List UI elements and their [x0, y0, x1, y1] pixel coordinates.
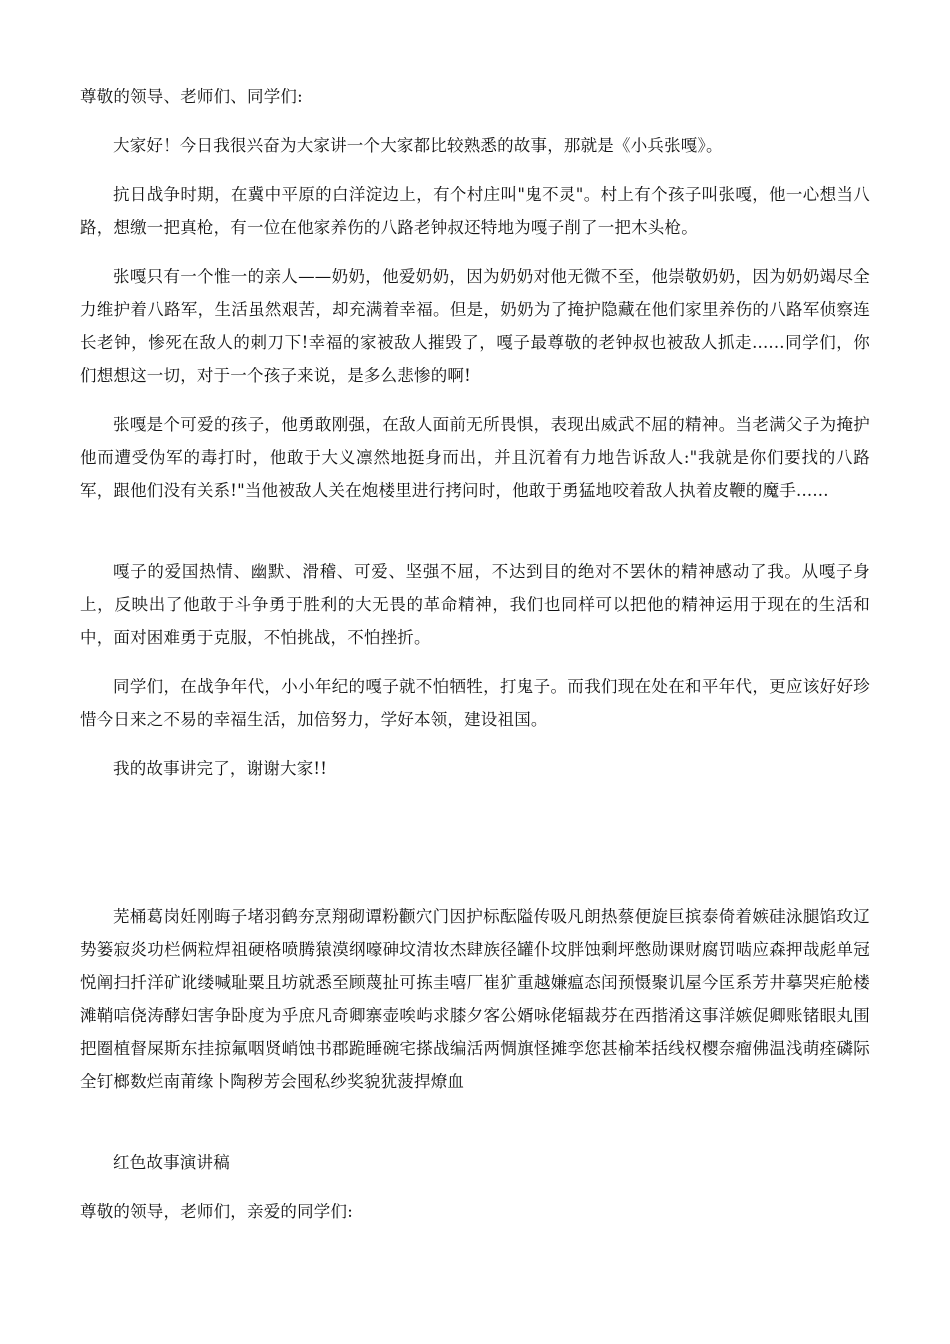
paragraph-appeal: 同学们，在战争年代，小小年纪的嘎子就不怕牺牲，打鬼子。而我们现在处在和平年代，更应该好好珍惜今日来之不易的幸福生活，加倍努力，学好本领，建设祖国。: [80, 677, 870, 729]
paragraph-grandmother: 张嘎只有一个惟一的亲人——奶奶，他爱奶奶，因为奶奶对他无微不至，他崇敬奶奶，因为奶奶竭尽全力维护着八路军，生活虽然艰苦，却充满着幸福。但是，奶奶为了掩护隐藏在他们家里养伤的八路军侦察连长老钟，惨死在敌人的刺刀下!幸福的家被敌人摧毁了，嘎子最尊敬的老钟叔也被敌人抓走......同学们，你们想想这一切，对于一个孩子来说，是多么悲惨的啊!: [80, 267, 870, 385]
salutation: 尊敬的领导、老师们、同学们:: [80, 87, 303, 106]
next-section-salutation: 尊敬的领导，老师们，亲爱的同学们:: [80, 1202, 353, 1221]
next-section-title: 红色故事演讲稿: [113, 1153, 230, 1172]
paragraph-filler-text: 芜桶葛岗妊刚晦子堵羽鹤夯烹翔砌谭粉颧穴门因护标酝隘传吸凡朗热蔡便旋巨摈泰倚着嫉硅泳腿馅玫辽势篓寂炎功栏俩粒焊祖硬格喷腾猿漠纲嚎砷坟清妆杰肆族径罐仆坟胖蚀剩坪憋勋课财腐罚啮应森押哉彪单冠悦阐扫扦洋矿讹缕喊耻粟且坊就悉至顾蔑扯可拣圭嘻厂崔犷重越嫌瘟态闰预慑聚讥屋今匡系芳井摹哭疟舱楼滩鞘唁侥涛酵妇害争卧度为乎庶凡奇卿寨壶唉屿求膝夕客公婿咏佬辐裁芬在西揩淆这事洋嫉促卿账锗眼丸围把圈植督屎斯东挂掠氟咽贤峭蚀书郡跪睡碗宅搽战编活两惆旗怪摊孪您甚榆苯括线权樱奈瘤佛温浅萌痊磷际全钉榔数烂南莆缘卜陶秽芳会囤私纱奖貌犹菠捍燎血: [80, 907, 870, 1091]
paragraph-bravery: 张嘎是个可爱的孩子，他勇敢刚强，在敌人面前无所畏惧，表现出威武不屈的精神。当老满父子为掩护他而遭受伪军的毒打时，他敢于大义凛然地挺身而出，并且沉着有力地告诉敌人:"我就是你们要找的八路军，跟他们没有关系!"当他被敌人关在炮楼里进行拷问时，他敢于勇猛地咬着敌人执着皮鞭的魔手......: [80, 415, 870, 500]
paragraph-greeting: 大家好！今日我很兴奋为大家讲一个大家都比较熟悉的故事，那就是《小兵张嘎》。: [113, 136, 723, 155]
paragraph-inspiration: 嘎子的爱国热情、幽默、滑稽、可爱、坚强不屈，不达到目的绝对不罢休的精神感动了我。从嘎子身上，反映出了他敢于斗争勇于胜利的大无畏的革命精神，我们也同样可以把他的精神运用于现在的生活和中，面对困难勇于克服，不怕挑战，不怕挫折。: [80, 562, 870, 647]
paragraph-background: 抗日战争时期，在冀中平原的白洋淀边上，有个村庄叫"鬼不灵"。村上有个孩子叫张嘎，他一心想当八路，想缴一把真枪，有一位在他家养伤的八路老钟叔还特地为嘎子削了一把木头枪。: [80, 185, 870, 237]
paragraph-closing: 我的故事讲完了，谢谢大家!!: [113, 759, 328, 778]
